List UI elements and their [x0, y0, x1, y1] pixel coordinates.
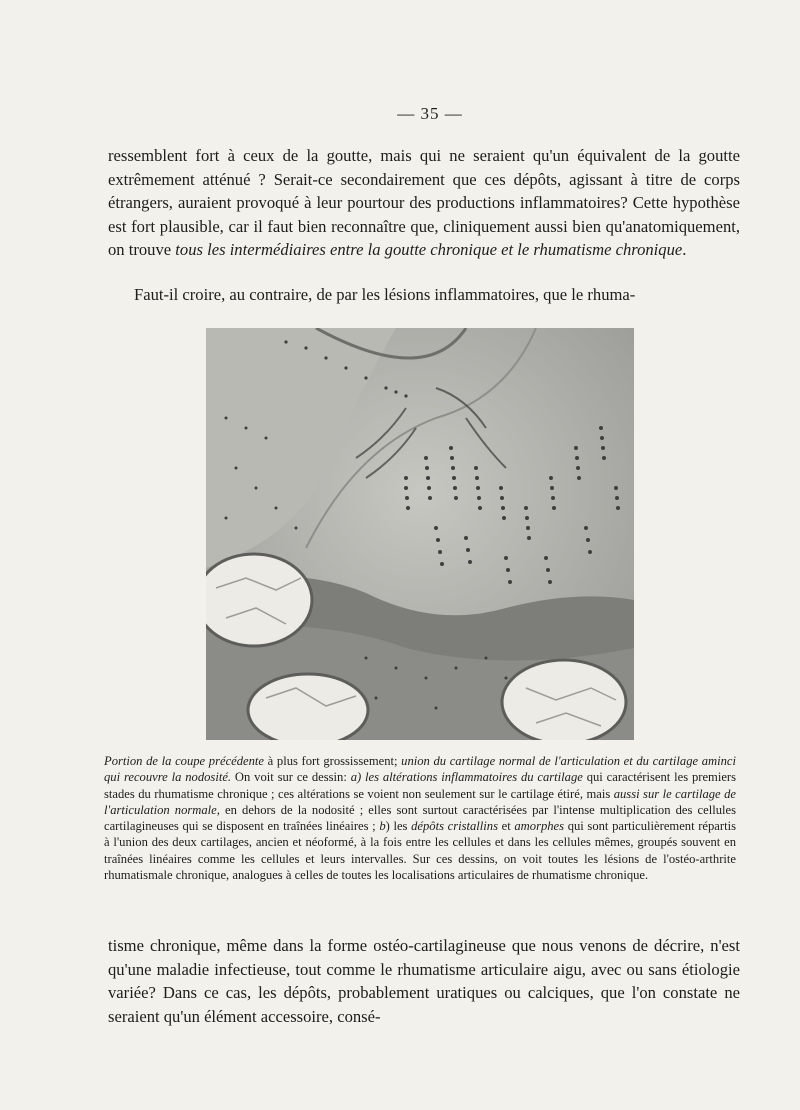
figure-caption: Portion de la coupe précédente à plus fort grossissement; union du cartilage normal de l'articulation et du cartilage aminci qui recouvre la nodosité. On voit sur ce dessin: a) les altérations inflammatoires du cartilage qui caractérisent les premiers stades du rhumatisme chronique ; ces altérations se voient non seulement sur le cartilage étiré, mais aussi sur le cartilage de l'articulation normale, en dehors de la nodosité ; elles sont surtout caractérisées par l'intense multiplication des cellules cartilagineuses qui se disposent en traînées linéaires ; b) les dépôts cristallins et amorphes qui sont particulièrement répartis à l'union des deux cartilages, ancien et néoformé, à la fois entre les cellules et dans les cellules mêmes, groupés souvent en traînées linéaires comme les cellules et leurs intervalles. Sur ces dessins, on voit toutes les lésions de l'ostéo-arthrite rhumatismale chronique, analogues à celles de toutes les localisations articulaires de rhumatisme chronique.: [104, 754, 737, 883]
cartilage-section-image: [206, 328, 634, 740]
paragraph-1: ressemblent fort à ceux de la goutte, mais qui ne seraient qu'un équivalent de la goutte extrêmement atténué ? Serait-ce secondairement que ces dépôts, agissant à titre de corps étrangers, auraient provoqué à leur pourtour des productions inflammatoires? Cette hypothèse est fort plausible, car il faut bien reconnaître que, cliniquement aussi bien qu'anatomiquement, on trouve tous les intermédiaires entre la goutte chronique et le rhumatisme chronique.: [108, 146, 740, 260]
paragraph-3: tisme chronique, même dans la forme ostéo-cartilagineuse que nous venons de décrire, n'est qu'une maladie infectieuse, tout comme le rhumatisme articulaire aigu, avec ou sans étiologie variée? Dans ce cas, les dépôts, probablement uratiques ou calciques, que l'on constate ne seraient qu'un élément accessoire, consé-: [108, 936, 740, 1026]
paragraph-2: Faut-il croire, au contraire, de par les lésions inflammatoires, que le rhuma-: [134, 285, 636, 304]
histology-figure: [206, 328, 634, 740]
page-number: — 35 —: [397, 104, 463, 123]
